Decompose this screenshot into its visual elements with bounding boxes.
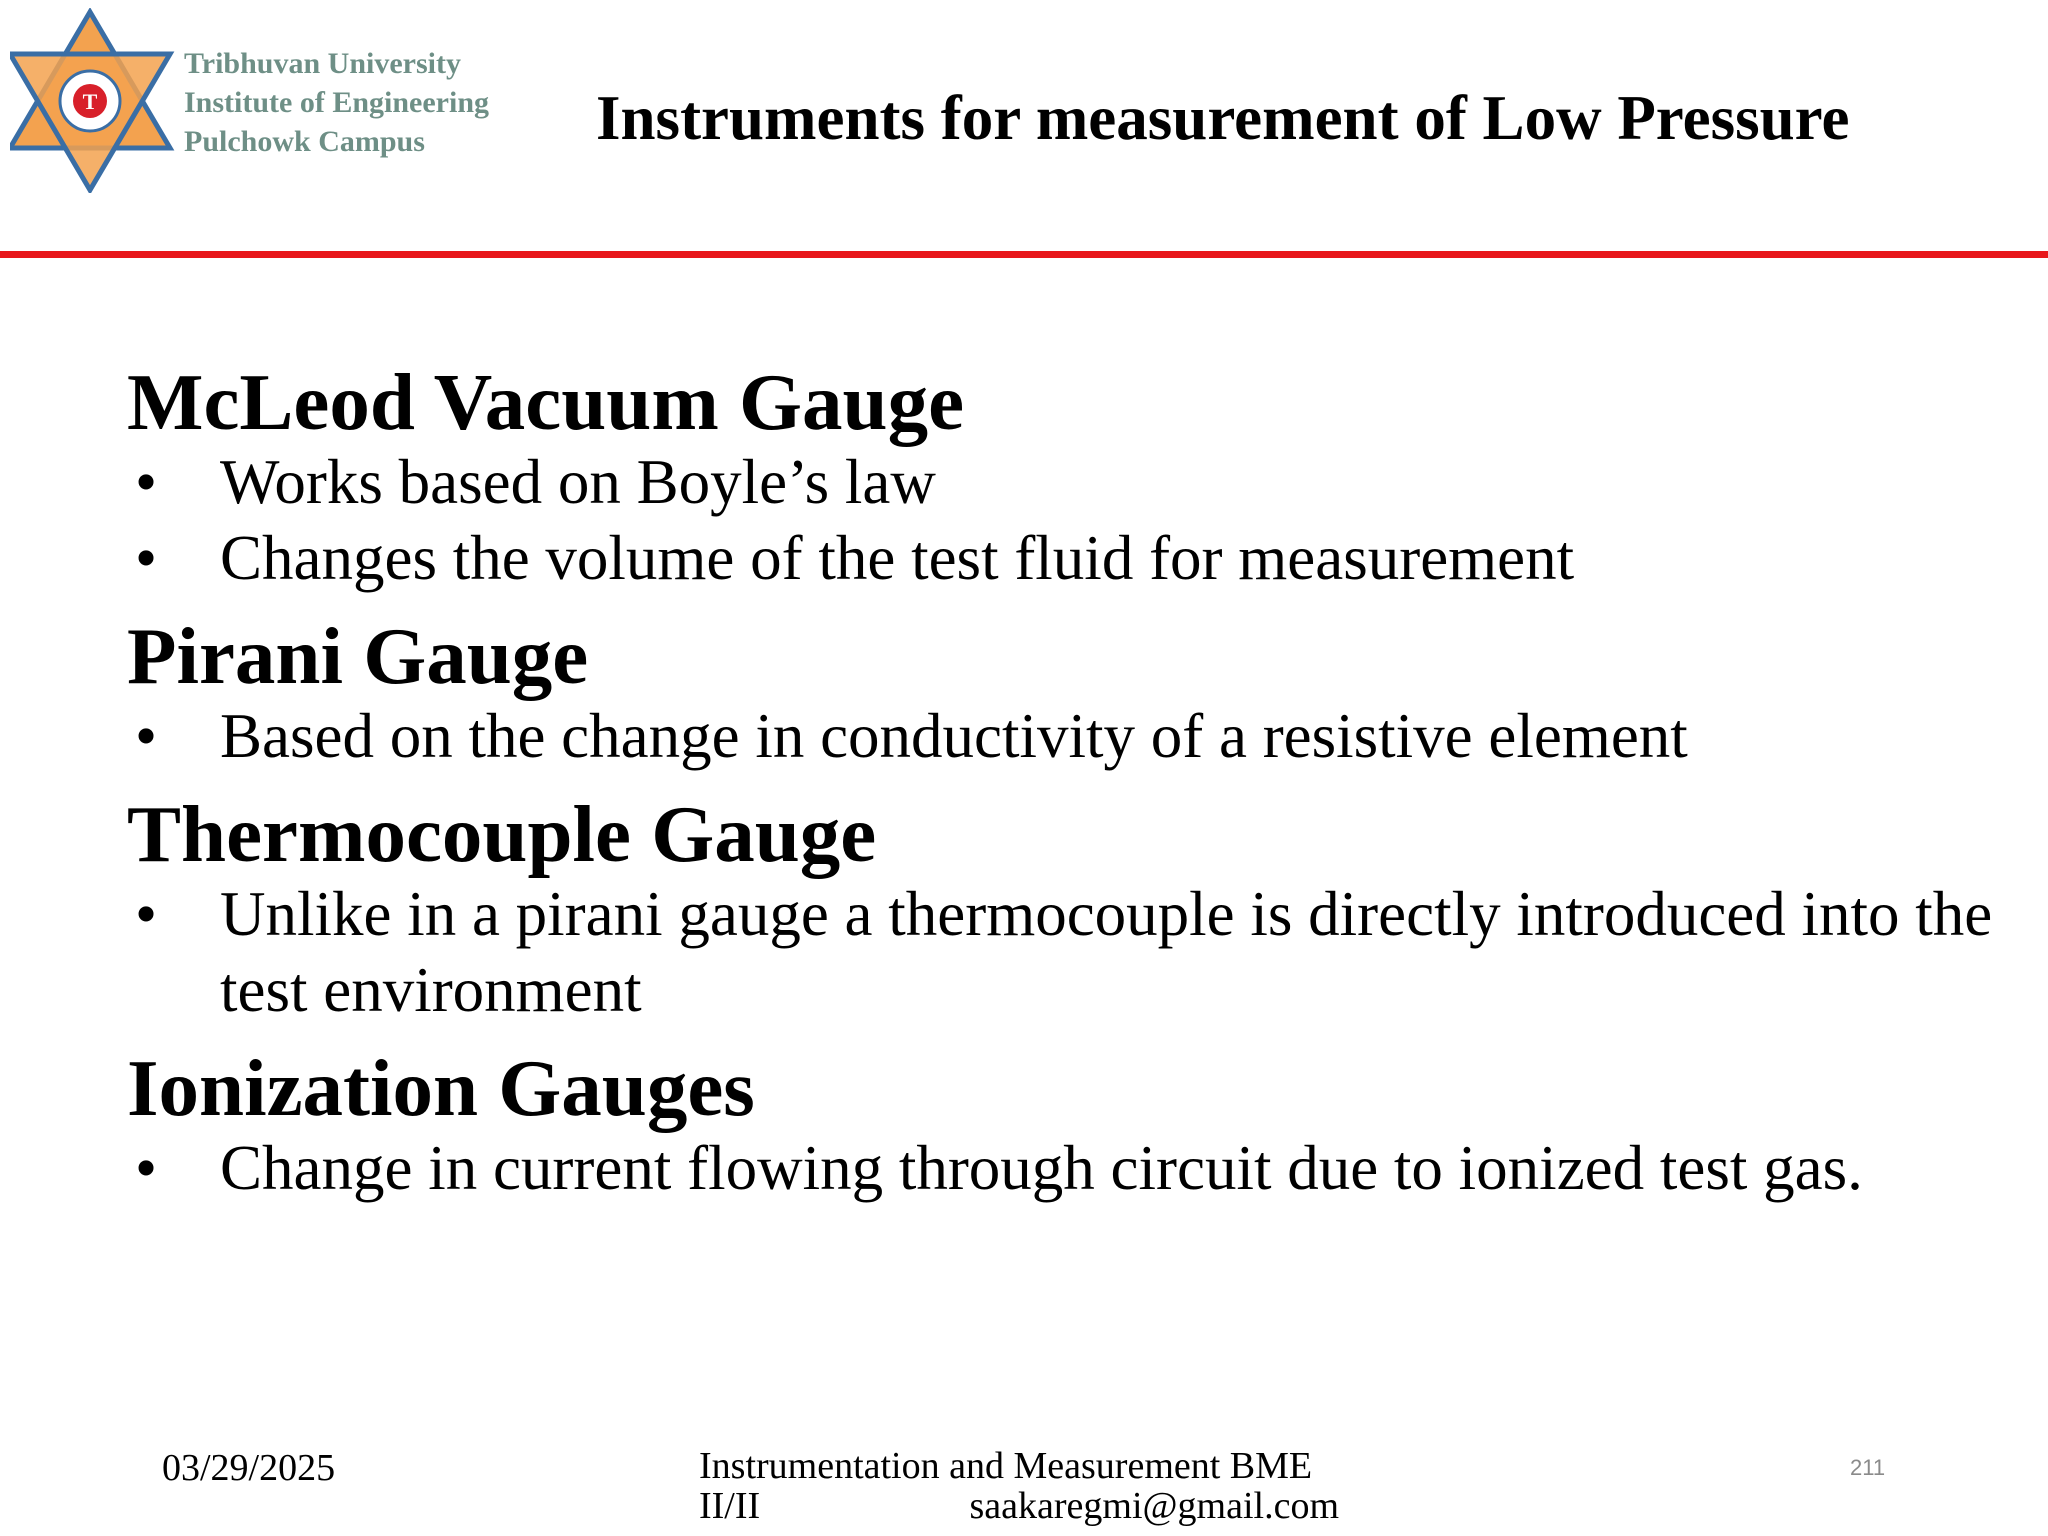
logo-university-text: Tribhuvan University xyxy=(184,47,461,80)
svg-text:T: T xyxy=(82,89,98,114)
bullet-dot-icon: • xyxy=(135,879,158,949)
footer-email: saakaregmi@gmail.com xyxy=(969,1485,1339,1527)
bullet-list xyxy=(127,444,2007,596)
header-divider xyxy=(0,251,2048,258)
bullet-dot-icon: • xyxy=(135,1133,158,1203)
bullet-list xyxy=(127,1130,2007,1206)
bullet-item xyxy=(127,520,2007,596)
section-heading: Thermocouple Gauge xyxy=(127,789,877,879)
slide-title: Instruments for measurement of Low Pressure xyxy=(596,83,1850,153)
bullet-text: Unlike in a pirani gauge a thermocouple is directly introduced into the test environment xyxy=(220,879,1993,1025)
emblem-icon xyxy=(10,8,180,193)
bullet-item xyxy=(127,444,2007,520)
bullet-list xyxy=(127,876,2007,1028)
bullet-dot-icon: • xyxy=(135,523,158,593)
bullet-item xyxy=(127,1130,2007,1206)
section-thermocouple xyxy=(127,789,2007,1028)
section-heading: Pirani Gauge xyxy=(127,611,589,701)
footer-course-line1: Instrumentation and Measurement BME xyxy=(699,1445,1313,1487)
bullet-item xyxy=(127,876,2007,1028)
slide-content xyxy=(127,357,2007,1224)
logo-campus-text: Pulchowk Campus xyxy=(184,125,425,158)
section-heading: Ionization Gauges xyxy=(127,1043,755,1133)
bullet-dot-icon: • xyxy=(135,447,158,517)
bullet-text: Based on the change in conductivity of a resistive element xyxy=(220,701,1688,771)
section-heading: McLeod Vacuum Gauge xyxy=(127,357,965,447)
section-mcleod xyxy=(127,357,2007,596)
logo-institute-text: Institute of Engineering xyxy=(184,86,490,119)
page-number: 211 xyxy=(1850,1455,1886,1480)
section-pirani xyxy=(127,611,2007,774)
institution-logo xyxy=(10,8,610,198)
bullet-item xyxy=(127,698,2007,774)
footer-course-info xyxy=(699,1446,1339,1526)
footer-date: 03/29/2025 xyxy=(162,1447,336,1489)
bullet-text: Works based on Boyle’s law xyxy=(220,447,936,517)
bullet-dot-icon: • xyxy=(135,701,158,771)
bullet-text: Changes the volume of the test fluid for measurement xyxy=(220,523,1575,593)
section-ionization xyxy=(127,1043,2007,1206)
bullet-text: Change in current flowing through circuit due to ionized test gas. xyxy=(220,1133,1863,1203)
footer-semester: II/II xyxy=(699,1485,761,1527)
bullet-list xyxy=(127,698,2007,774)
